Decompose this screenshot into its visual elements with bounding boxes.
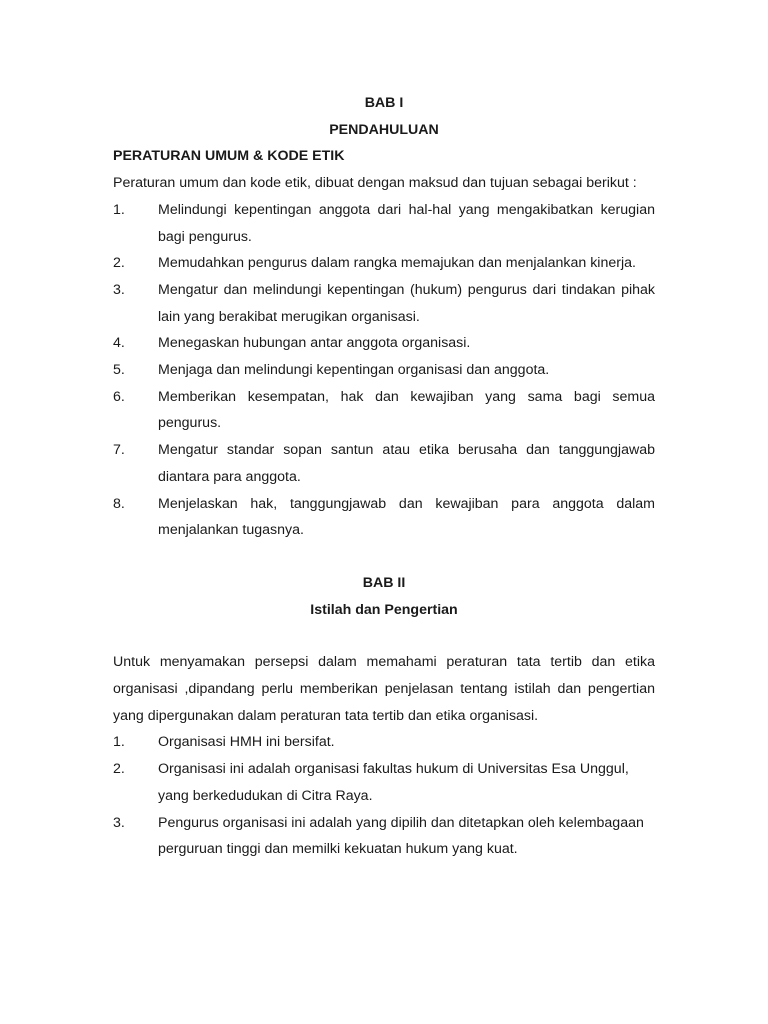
list-item-number: 3. (113, 814, 125, 831)
bab1-subtitle: PERATURAN UMUM & KODE ETIK (113, 148, 345, 165)
list-item-number: 7. (113, 442, 125, 459)
list-item-text: Melindungi kepentingan anggota dari hal-hal yang mengakibatkan kerugian bagi pengurus. (158, 201, 655, 245)
bab1-title: PENDAHULUAN (329, 121, 439, 138)
list-item-number: 8. (113, 495, 125, 512)
section-spacer (113, 623, 655, 649)
list-item-number: 2. (113, 255, 125, 272)
list-item (113, 756, 655, 809)
list-item (113, 729, 655, 756)
list-item-text: Memudahkan pengurus dalam rangka memajukan dan menjalankan kinerja. (158, 255, 636, 272)
document-content (113, 90, 655, 863)
bab2-intro: Untuk menyamakan persepsi dalam memahami peraturan tata tertib dan etika organisasi ,dipandang perlu memberikan penjelasan tentang istilah dan pengertian yang dipergunakan dalam peraturan tata tertib dan etika organisasi. (113, 654, 655, 724)
bab1-label: BAB I (364, 95, 404, 111)
list-item-text: Organisasi ini adalah organisasi fakultas hukum di Universitas Esa Unggul, yang berkedudukan di Citra Raya. (158, 761, 629, 804)
list-item-number: 3. (113, 281, 125, 298)
list-item (113, 330, 655, 357)
bab1-list (113, 197, 655, 544)
list-item-text: Organisasi HMH ini bersifat. (158, 734, 335, 751)
list-item (113, 810, 655, 863)
list-item-text: Pengurus organisasi ini adalah yang dipilih dan ditetapkan oleh kelembagaan perguruan tinggi dan memilki kekuatan hukum yang kuat. (158, 814, 644, 858)
list-item-text: Menegaskan hubungan antar anggota organisasi. (158, 335, 471, 352)
bab1-intro: Peraturan umum dan kode etik, dibuat dengan maksud dan tujuan sebagai berikut : (113, 175, 637, 192)
list-item-text: Mengatur dan melindungi kepentingan (hukum) pengurus dari tindakan pihak lain yang berakibat merugikan organisasi. (158, 281, 655, 325)
list-item (113, 250, 655, 277)
list-item-number: 5. (113, 362, 125, 379)
list-item (113, 437, 655, 490)
bab2-list (113, 729, 655, 863)
list-item (113, 357, 655, 384)
bab2-label: BAB II (362, 574, 406, 591)
list-item-number: 6. (113, 388, 125, 405)
list-item (113, 384, 655, 437)
list-item-text: Menjelaskan hak, tanggungjawab dan kewajiban para anggota dalam menjalankan tugasnya. (158, 495, 655, 539)
bab2-title: Istilah dan Pengertian (310, 601, 458, 618)
list-item-number: 2. (113, 761, 125, 778)
section-spacer (113, 544, 655, 570)
list-item-number: 1. (113, 734, 125, 751)
list-item-text: Menjaga dan melindungi kepentingan organisasi dan anggota. (158, 362, 550, 379)
list-item-text: Mengatur standar sopan santun atau etika berusaha dan tanggungjawab diantara para anggota. (158, 442, 655, 485)
list-item (113, 197, 655, 250)
list-item-number: 4. (113, 335, 125, 352)
list-item (113, 277, 655, 330)
list-item-number: 1. (113, 201, 125, 218)
list-item-text: Memberikan kesempatan, hak dan kewajiban yang sama bagi semua pengurus. (158, 388, 655, 432)
list-item (113, 491, 655, 544)
